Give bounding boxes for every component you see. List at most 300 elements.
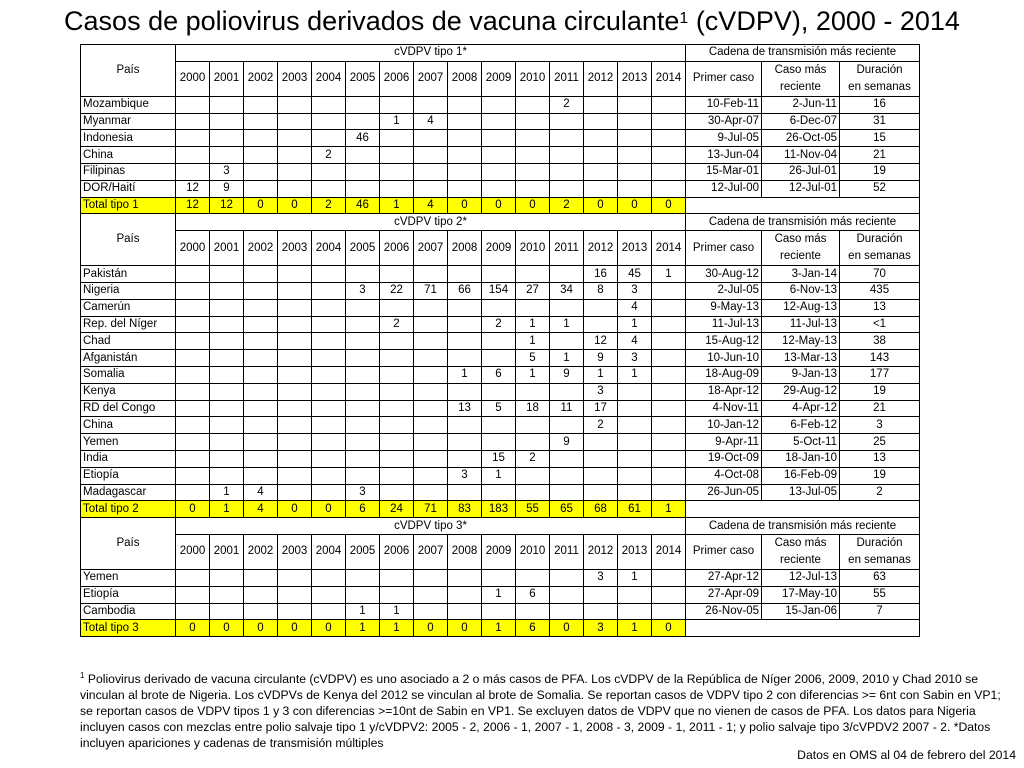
duration-cell: 21 (840, 147, 920, 164)
case-count-cell (278, 434, 312, 451)
duration-cell: 435 (840, 282, 920, 299)
case-count-cell (448, 316, 482, 333)
duration-cell: 7 (840, 603, 920, 620)
case-count-cell (414, 366, 448, 383)
year-header: 2003 (278, 231, 312, 266)
total-count-cell: 0 (482, 197, 516, 214)
year-header: 2010 (516, 61, 550, 96)
total-count-cell: 0 (448, 197, 482, 214)
total-blank-cell (686, 620, 920, 637)
first-case-cell: 15-Mar-01 (686, 163, 762, 180)
duration-cell: 21 (840, 400, 920, 417)
total-count-cell: 0 (278, 620, 312, 637)
case-count-cell (584, 586, 618, 603)
country-cell: RD del Congo (81, 400, 176, 417)
year-header: 2001 (210, 231, 244, 266)
case-count-cell (312, 417, 346, 434)
first-case-cell: 9-Jul-05 (686, 130, 762, 147)
case-count-cell (244, 180, 278, 197)
cvdpv-table (80, 44, 920, 637)
case-count-cell (618, 417, 652, 434)
case-count-cell (448, 450, 482, 467)
table-row (81, 434, 920, 451)
year-header: 2001 (210, 61, 244, 96)
recent-case-cell: 13-Jul-05 (762, 484, 840, 501)
case-count-cell: 3 (346, 484, 380, 501)
country-cell: Etiopía (81, 467, 176, 484)
year-header: 2009 (482, 61, 516, 96)
header-line: Duración (856, 63, 903, 76)
case-count-cell: 9 (210, 180, 244, 197)
duration-cell: 143 (840, 350, 920, 367)
year-header: 2009 (482, 231, 516, 266)
case-count-cell (176, 350, 210, 367)
year-header: 2007 (414, 61, 448, 96)
case-count-cell (346, 400, 380, 417)
case-count-cell (244, 333, 278, 350)
country-cell: Cambodia (81, 603, 176, 620)
case-count-cell: 1 (516, 316, 550, 333)
case-count-cell (176, 333, 210, 350)
recent-case-cell: 11-Jul-13 (762, 316, 840, 333)
case-count-cell (278, 586, 312, 603)
case-count-cell: 1 (380, 113, 414, 130)
case-count-cell (448, 350, 482, 367)
year-header: 2014 (652, 231, 686, 266)
case-count-cell (550, 467, 584, 484)
case-count-cell: 9 (550, 366, 584, 383)
case-count-cell (448, 299, 482, 316)
case-count-cell (210, 333, 244, 350)
case-count-cell (584, 603, 618, 620)
case-count-cell: 3 (618, 282, 652, 299)
case-count-cell (414, 333, 448, 350)
case-count-cell (176, 586, 210, 603)
case-count-cell: 4 (618, 333, 652, 350)
case-count-cell: 1 (652, 266, 686, 283)
year-header: 2005 (346, 534, 380, 569)
case-count-cell (516, 467, 550, 484)
duration-cell: 15 (840, 130, 920, 147)
case-count-cell: 9 (584, 350, 618, 367)
total-count-cell: 65 (550, 501, 584, 518)
total-count-cell: 1 (482, 620, 516, 637)
case-count-cell (516, 96, 550, 113)
total-count-cell: 183 (482, 501, 516, 518)
case-count-cell (482, 113, 516, 130)
year-header: 2001 (210, 534, 244, 569)
case-count-cell (448, 266, 482, 283)
case-count-cell (380, 96, 414, 113)
case-count-cell (584, 180, 618, 197)
first-case-cell: 18-Apr-12 (686, 383, 762, 400)
duration-cell: 19 (840, 163, 920, 180)
case-count-cell (210, 130, 244, 147)
header-line: Caso más (774, 63, 827, 76)
case-count-cell (312, 96, 346, 113)
case-count-cell (584, 163, 618, 180)
country-cell: Filipinas (81, 163, 176, 180)
case-count-cell (584, 450, 618, 467)
case-count-cell (210, 113, 244, 130)
duration-cell: 25 (840, 434, 920, 451)
country-cell: Etiopía (81, 586, 176, 603)
first-case-cell: 9-Apr-11 (686, 434, 762, 451)
recent-case-cell: 29-Aug-12 (762, 383, 840, 400)
recent-case-cell: 2-Jun-11 (762, 96, 840, 113)
case-count-cell: 2 (380, 316, 414, 333)
case-count-cell (414, 180, 448, 197)
case-count-cell: 9 (550, 434, 584, 451)
first-case-cell: 4-Nov-11 (686, 400, 762, 417)
case-count-cell: 3 (618, 350, 652, 367)
total-count-cell: 0 (550, 620, 584, 637)
case-count-cell: 4 (414, 113, 448, 130)
duration-cell: 2 (840, 484, 920, 501)
case-count-cell (278, 163, 312, 180)
case-count-cell (346, 180, 380, 197)
case-count-cell (482, 434, 516, 451)
case-count-cell (414, 569, 448, 586)
total-count-cell: 1 (346, 620, 380, 637)
case-count-cell (414, 450, 448, 467)
total-count-cell: 1 (210, 501, 244, 518)
case-count-cell (380, 400, 414, 417)
case-count-cell: 5 (482, 400, 516, 417)
case-count-cell (516, 130, 550, 147)
case-count-cell (550, 147, 584, 164)
chain-header: Cadena de transmisión más reciente (686, 518, 920, 535)
case-count-cell (312, 366, 346, 383)
case-count-cell: 2 (516, 450, 550, 467)
case-count-cell: 11 (550, 400, 584, 417)
case-count-cell (550, 333, 584, 350)
case-count-cell (244, 586, 278, 603)
title-footnote-marker: 1 (679, 10, 689, 27)
country-cell: Indonesia (81, 130, 176, 147)
case-count-cell (176, 366, 210, 383)
recent-case-cell: 3-Jan-14 (762, 266, 840, 283)
case-count-cell: 12 (584, 333, 618, 350)
case-count-cell (618, 147, 652, 164)
country-cell: Mozambique (81, 96, 176, 113)
case-count-cell: 6 (516, 586, 550, 603)
year-header: 2002 (244, 61, 278, 96)
duration-cell: 3 (840, 417, 920, 434)
duration-cell: 63 (840, 569, 920, 586)
total-count-cell: 2 (312, 197, 346, 214)
case-count-cell (380, 467, 414, 484)
case-count-cell (618, 96, 652, 113)
header-line: en semanas (848, 250, 911, 263)
case-count-cell (176, 417, 210, 434)
year-header: 2011 (550, 61, 584, 96)
case-count-cell (516, 113, 550, 130)
case-count-cell (278, 467, 312, 484)
first-case-cell: 26-Nov-05 (686, 603, 762, 620)
case-count-cell: 2 (584, 417, 618, 434)
country-cell: Afganistán (81, 350, 176, 367)
case-count-cell: 3 (584, 383, 618, 400)
recent-case-cell: 12-Jul-13 (762, 569, 840, 586)
case-count-cell: 66 (448, 282, 482, 299)
case-count-cell (244, 383, 278, 400)
case-count-cell (516, 163, 550, 180)
case-count-cell (210, 586, 244, 603)
year-header: 2014 (652, 61, 686, 96)
recent-case-cell: 12-Aug-13 (762, 299, 840, 316)
case-count-cell (312, 282, 346, 299)
duration-cell: <1 (840, 316, 920, 333)
case-count-cell (652, 400, 686, 417)
case-count-cell (278, 180, 312, 197)
case-count-cell (278, 400, 312, 417)
case-count-cell (380, 569, 414, 586)
case-count-cell (448, 484, 482, 501)
case-count-cell: 46 (346, 130, 380, 147)
year-header: 2006 (380, 61, 414, 96)
case-count-cell (210, 569, 244, 586)
case-count-cell (448, 383, 482, 400)
case-count-cell (652, 350, 686, 367)
case-count-cell (210, 400, 244, 417)
recent-case-header (762, 534, 840, 569)
total-count-cell: 0 (618, 197, 652, 214)
recent-case-cell: 6-Dec-07 (762, 113, 840, 130)
case-count-cell (380, 333, 414, 350)
case-count-cell (278, 147, 312, 164)
table-row (81, 130, 920, 147)
total-count-cell: 0 (312, 620, 346, 637)
year-header: 2008 (448, 534, 482, 569)
case-count-cell (176, 316, 210, 333)
case-count-cell (448, 163, 482, 180)
case-count-cell: 71 (414, 282, 448, 299)
case-count-cell (516, 569, 550, 586)
footnote (80, 668, 1016, 751)
case-count-cell (312, 113, 346, 130)
case-count-cell: 4 (618, 299, 652, 316)
case-count-cell (448, 569, 482, 586)
case-count-cell (414, 299, 448, 316)
case-count-cell: 1 (380, 603, 414, 620)
year-header: 2012 (584, 231, 618, 266)
country-cell: Kenya (81, 383, 176, 400)
total-count-cell: 61 (618, 501, 652, 518)
total-count-cell: 2 (550, 197, 584, 214)
year-header: 2004 (312, 534, 346, 569)
table-row (81, 282, 920, 299)
duration-cell: 52 (840, 180, 920, 197)
case-count-cell (584, 434, 618, 451)
case-count-cell (176, 299, 210, 316)
case-count-cell: 27 (516, 282, 550, 299)
case-count-cell (448, 586, 482, 603)
case-count-cell (176, 569, 210, 586)
year-header: 2013 (618, 61, 652, 96)
case-count-cell (482, 163, 516, 180)
case-count-cell (516, 147, 550, 164)
case-count-cell (244, 400, 278, 417)
country-header: País (81, 214, 176, 266)
case-count-cell (244, 316, 278, 333)
recent-case-header (762, 231, 840, 266)
recent-case-cell: 4-Apr-12 (762, 400, 840, 417)
first-case-cell: 11-Jul-13 (686, 316, 762, 333)
country-cell: Madagascar (81, 484, 176, 501)
case-count-cell (346, 434, 380, 451)
case-count-cell (652, 450, 686, 467)
total-count-cell: 12 (176, 197, 210, 214)
total-count-cell: 0 (176, 620, 210, 637)
duration-cell: 55 (840, 586, 920, 603)
total-count-cell: 0 (652, 197, 686, 214)
total-count-cell: 0 (278, 501, 312, 518)
case-count-cell (346, 467, 380, 484)
year-header: 2012 (584, 534, 618, 569)
case-count-cell (550, 130, 584, 147)
case-count-cell (652, 113, 686, 130)
case-count-cell (618, 586, 652, 603)
case-count-cell (618, 467, 652, 484)
case-count-cell (584, 467, 618, 484)
first-case-cell: 10-Feb-11 (686, 96, 762, 113)
case-count-cell (482, 417, 516, 434)
total-count-cell: 1 (380, 197, 414, 214)
total-count-cell: 4 (244, 501, 278, 518)
country-cell: Chad (81, 333, 176, 350)
case-count-cell (380, 417, 414, 434)
total-blank-cell (686, 501, 920, 518)
case-count-cell (380, 299, 414, 316)
year-header: 2006 (380, 231, 414, 266)
year-header: 2011 (550, 231, 584, 266)
recent-case-header (762, 61, 840, 96)
case-count-cell (176, 113, 210, 130)
case-count-cell (278, 484, 312, 501)
section-subheader-row (81, 61, 920, 96)
case-count-cell (278, 282, 312, 299)
total-count-cell: 0 (584, 197, 618, 214)
case-count-cell (312, 316, 346, 333)
first-case-header: Primer caso (686, 534, 762, 569)
type-header: cVDPV tipo 1* (176, 45, 686, 62)
case-count-cell (210, 467, 244, 484)
case-count-cell (414, 434, 448, 451)
footnote-marker: 1 (80, 671, 85, 680)
case-count-cell (584, 113, 618, 130)
type-header: cVDPV tipo 3* (176, 518, 686, 535)
case-count-cell (550, 484, 584, 501)
first-case-cell: 30-Aug-12 (686, 266, 762, 283)
first-case-cell: 4-Oct-08 (686, 467, 762, 484)
case-count-cell (516, 484, 550, 501)
total-count-cell: 0 (516, 197, 550, 214)
year-header: 2008 (448, 61, 482, 96)
case-count-cell (176, 603, 210, 620)
case-count-cell (346, 333, 380, 350)
case-count-cell (312, 450, 346, 467)
case-count-cell: 3 (584, 569, 618, 586)
country-cell: Myanmar (81, 113, 176, 130)
case-count-cell (176, 383, 210, 400)
case-count-cell: 16 (584, 266, 618, 283)
table-row (81, 266, 920, 283)
case-count-cell (516, 434, 550, 451)
total-count-cell: 24 (380, 501, 414, 518)
case-count-cell (244, 366, 278, 383)
case-count-cell (652, 163, 686, 180)
year-header: 2008 (448, 231, 482, 266)
case-count-cell (176, 484, 210, 501)
first-case-cell: 27-Apr-09 (686, 586, 762, 603)
table-row (81, 163, 920, 180)
total-count-cell: 0 (652, 620, 686, 637)
country-header: País (81, 45, 176, 97)
case-count-cell (550, 180, 584, 197)
country-header: País (81, 518, 176, 570)
case-count-cell (550, 417, 584, 434)
total-label: Total tipo 1 (81, 197, 176, 214)
case-count-cell: 1 (550, 350, 584, 367)
table-row (81, 96, 920, 113)
case-count-cell (244, 96, 278, 113)
duration-cell: 31 (840, 113, 920, 130)
recent-case-cell: 16-Feb-09 (762, 467, 840, 484)
case-count-cell (278, 569, 312, 586)
case-count-cell: 154 (482, 282, 516, 299)
case-count-cell (448, 434, 482, 451)
case-count-cell (176, 266, 210, 283)
section-header-row (81, 518, 920, 535)
case-count-cell (380, 147, 414, 164)
first-case-cell: 9-May-13 (686, 299, 762, 316)
total-label: Total tipo 3 (81, 620, 176, 637)
title-main: Casos de poliovirus derivados de vacuna circulante (64, 6, 680, 36)
total-count-cell: 46 (346, 197, 380, 214)
case-count-cell: 18 (516, 400, 550, 417)
case-count-cell (244, 569, 278, 586)
case-count-cell (312, 163, 346, 180)
table-row (81, 316, 920, 333)
total-count-cell: 12 (210, 197, 244, 214)
table-row (81, 113, 920, 130)
table-row (81, 180, 920, 197)
case-count-cell (176, 434, 210, 451)
case-count-cell (414, 266, 448, 283)
year-header: 2007 (414, 231, 448, 266)
country-cell: Yemen (81, 434, 176, 451)
chain-header: Cadena de transmisión más reciente (686, 214, 920, 231)
duration-cell: 177 (840, 366, 920, 383)
case-count-cell (312, 266, 346, 283)
case-count-cell (516, 299, 550, 316)
case-count-cell (312, 400, 346, 417)
case-count-cell (550, 299, 584, 316)
case-count-cell (278, 603, 312, 620)
case-count-cell (210, 434, 244, 451)
case-count-cell (516, 603, 550, 620)
country-cell: Pakistán (81, 266, 176, 283)
header-line: reciente (780, 553, 821, 566)
case-count-cell (176, 400, 210, 417)
year-header: 2000 (176, 534, 210, 569)
year-header: 2002 (244, 231, 278, 266)
case-count-cell (278, 96, 312, 113)
case-count-cell (278, 316, 312, 333)
footnote-text: Poliovirus derivado de vacuna circulante (cVDPV) es uno asociado a 2 o más casos de PFA. Los cVDPV de la República de Níger 2006, 2009, 2010 y Chad 2010 se vinculan al brote de Nigeria. Los cVDPVs de Kenya del 2012 se vinculan al brote de Somalia. Se reportan casos de VDPV tipo 2 con diferencias >= 6nt con Sabin en VP1; se reportan casos de VDPV tipos 1 y 3 con diferencias >=10nt de Sabin en VP1. Se excluyen datos de VDPV que no vienen de casos de PFA. Los datos para Nigeria incluyen casos con mezclas entre polio salvaje tipo 1 y/cVDPV2: 2005 - 2, 2006 - 1, 2007 - 1, 2008 - 3, 2009 - 1, 2011 - 1; y polio salvaje tipo 3/cVPDV2 2007 - 2. *Datos incluyen apariciones y cadenas de transmisión múltiples (80, 672, 1001, 751)
case-count-cell: 1 (482, 586, 516, 603)
